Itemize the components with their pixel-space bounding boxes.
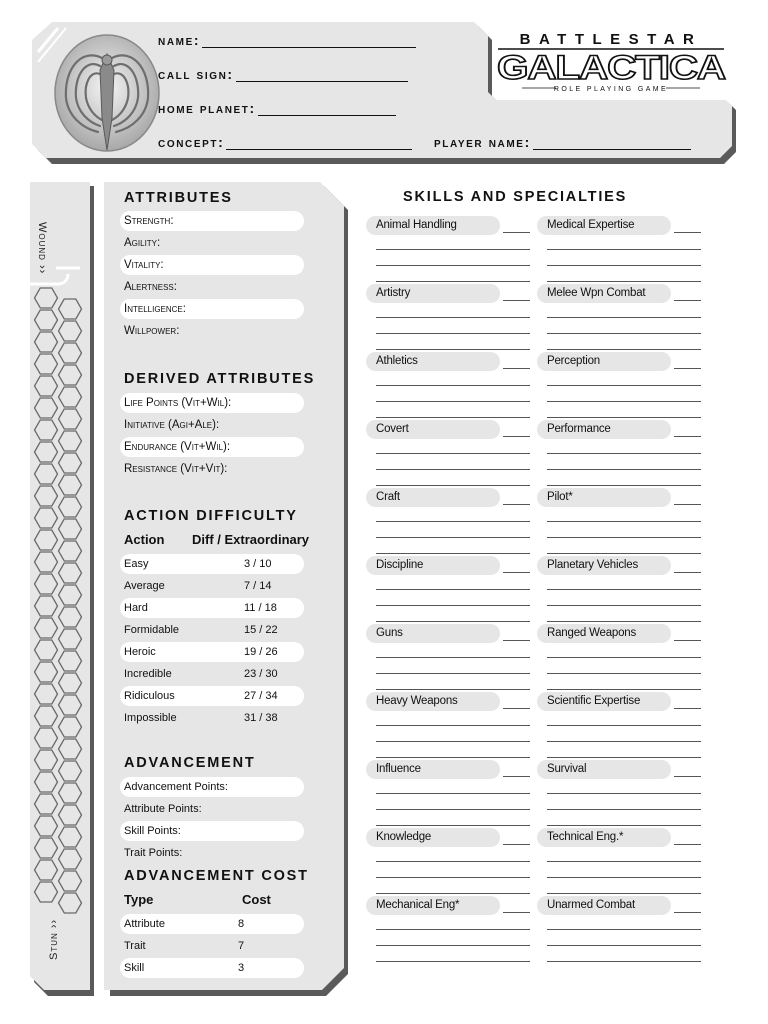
difficulty-action: Impossible (124, 712, 177, 724)
phoenix-emblem-icon (42, 28, 172, 158)
skill-entry[interactable] (537, 692, 697, 760)
skill-entry[interactable] (537, 828, 697, 896)
cost-type: Attribute (124, 918, 165, 930)
home-planet-label: home planet: (158, 100, 256, 116)
skill-name: Perception (537, 352, 671, 371)
logo-main-text: GALACTICA (497, 49, 726, 87)
concept-line[interactable] (226, 138, 412, 150)
skill-name: Artistry (366, 284, 500, 303)
skill-rating-line[interactable] (674, 368, 701, 369)
specialty-line[interactable] (376, 945, 530, 946)
difficulty-value: 27 / 34 (244, 690, 278, 702)
skill-entry[interactable] (366, 284, 526, 352)
skill-name: Heavy Weapons (366, 692, 500, 711)
specialty-line[interactable] (547, 281, 701, 282)
advancement-label: Trait Points: (124, 847, 183, 859)
callsign-field[interactable] (158, 66, 408, 82)
player-name-field[interactable] (434, 134, 691, 150)
skill-name: Survival (537, 760, 671, 779)
difficulty-row (120, 708, 304, 728)
skill-entry[interactable] (366, 692, 526, 760)
derived-attributes-title: DERIVED ATTRIBUTES (124, 371, 316, 387)
attribute-label: Intelligence: (124, 303, 186, 315)
difficulty-row (120, 642, 304, 662)
skill-name: Guns (366, 624, 500, 643)
skill-entry[interactable] (537, 488, 697, 556)
name-line[interactable] (202, 36, 416, 48)
skill-rating-line[interactable] (674, 504, 701, 505)
attribute-label: Vitality: (124, 259, 164, 271)
difficulty-action: Heroic (124, 646, 156, 658)
difficulty-action: Incredible (124, 668, 172, 680)
skill-entry[interactable] (366, 216, 526, 284)
difficulty-row (120, 686, 304, 706)
derived-attribute-label: Life Points (Vit+Wil): (124, 397, 232, 409)
advancement-cost-title: ADVANCEMENT COST (124, 868, 309, 884)
specialty-line[interactable] (547, 825, 701, 826)
advancement-row[interactable] (120, 843, 304, 863)
specialty-line[interactable] (547, 249, 701, 250)
derived-attribute-label: Endurance (Vit+Wil): (124, 441, 231, 453)
cost-value: 7 (238, 940, 245, 952)
specialty-line[interactable] (547, 537, 701, 538)
attribute-row[interactable] (120, 211, 304, 231)
skill-rating-line[interactable] (674, 572, 701, 573)
skill-rating-line[interactable] (674, 640, 701, 641)
specialty-line[interactable] (547, 893, 701, 894)
skill-rating-line[interactable] (503, 708, 530, 709)
skill-rating-line[interactable] (503, 844, 530, 845)
attribute-row[interactable] (120, 233, 304, 253)
attribute-row[interactable] (120, 255, 304, 275)
cost-column-header: Cost (242, 892, 271, 907)
cost-type: Skill (124, 962, 145, 974)
skill-entry[interactable] (366, 760, 526, 828)
difficulty-row (120, 620, 304, 640)
concept-label: concept: (158, 134, 225, 150)
specialty-line[interactable] (547, 453, 701, 454)
attribute-row[interactable] (120, 321, 304, 341)
attributes-title: ATTRIBUTES (124, 190, 233, 206)
player-name-label: player name: (434, 134, 531, 150)
specialty-line[interactable] (376, 825, 530, 826)
skill-rating-line[interactable] (503, 504, 530, 505)
skill-rating-line[interactable] (674, 232, 701, 233)
cost-row (120, 936, 304, 956)
skill-name: Craft (366, 488, 500, 507)
cost-row (120, 958, 304, 978)
difficulty-value: 3 / 10 (244, 558, 272, 570)
difficulty-action: Ridiculous (124, 690, 175, 702)
difficulty-value: 7 / 14 (244, 580, 272, 592)
player-name-line[interactable] (533, 138, 691, 150)
specialty-line[interactable] (547, 621, 701, 622)
derived-attribute-row[interactable] (120, 415, 304, 435)
skill-rating-line[interactable] (674, 436, 701, 437)
difficulty-row (120, 554, 304, 574)
specialty-line[interactable] (376, 621, 530, 622)
specialty-line[interactable] (547, 553, 701, 554)
skill-name: Planetary Vehicles (537, 556, 671, 575)
specialty-line[interactable] (547, 605, 701, 606)
specialty-line[interactable] (547, 265, 701, 266)
logo-sub-text: ROLE PLAYING GAME (553, 86, 669, 93)
skill-rating-line[interactable] (503, 640, 530, 641)
skill-entry[interactable] (366, 352, 526, 420)
advancement-row[interactable] (120, 821, 304, 841)
callsign-label: call sign: (158, 66, 234, 82)
attribute-row[interactable] (120, 299, 304, 319)
type-column-header: Type (124, 892, 154, 907)
skill-entry[interactable] (537, 556, 697, 624)
specialty-line[interactable] (547, 929, 701, 930)
skill-name: Animal Handling (366, 216, 500, 235)
difficulty-action: Average (124, 580, 165, 592)
battlestar-galactica-logo (492, 28, 730, 94)
specialty-line[interactable] (376, 265, 530, 266)
specialty-line[interactable] (376, 861, 530, 862)
difficulty-row (120, 598, 304, 618)
specialty-line[interactable] (376, 333, 530, 334)
specialty-line[interactable] (376, 401, 530, 402)
name-label: name: (158, 32, 201, 48)
stun-track-label: Stun ›› (48, 918, 60, 960)
specialty-line[interactable] (547, 333, 701, 334)
skills-title: SKILLS AND SPECIALTIES (403, 189, 628, 205)
skill-name: Performance (537, 420, 671, 439)
skill-entry[interactable] (537, 624, 697, 692)
specialty-line[interactable] (376, 793, 530, 794)
specialty-line[interactable] (547, 877, 701, 878)
specialty-line[interactable] (376, 893, 530, 894)
specialty-line[interactable] (376, 417, 530, 418)
skill-entry[interactable] (366, 556, 526, 624)
skill-name: Unarmed Combat (537, 896, 671, 915)
action-column-header: Action (124, 532, 165, 547)
skill-rating-line[interactable] (674, 912, 701, 913)
specialty-line[interactable] (376, 349, 530, 350)
difficulty-action: Easy (124, 558, 149, 570)
specialty-line[interactable] (376, 537, 530, 538)
logo-top-text: BATTLESTAR (519, 31, 703, 48)
derived-attribute-row[interactable] (120, 393, 304, 413)
specialty-line[interactable] (376, 929, 530, 930)
derived-attribute-row[interactable] (120, 437, 304, 457)
skill-entry[interactable] (366, 488, 526, 556)
specialty-line[interactable] (376, 385, 530, 386)
skill-entry[interactable] (366, 624, 526, 692)
skill-name: Athletics (366, 352, 500, 371)
skill-rating-line[interactable] (503, 572, 530, 573)
skill-name: Ranged Weapons (537, 624, 671, 643)
specialty-line[interactable] (547, 589, 701, 590)
skill-name: Mechanical Eng* (366, 896, 500, 915)
specialty-line[interactable] (547, 961, 701, 962)
skill-name: Scientific Expertise (537, 692, 671, 711)
name-field[interactable] (158, 32, 416, 48)
specialty-line[interactable] (547, 469, 701, 470)
difficulty-value: 11 / 18 (244, 602, 277, 614)
home-planet-field[interactable] (158, 100, 396, 116)
difficulty-action: Formidable (124, 624, 180, 636)
skill-rating-line[interactable] (674, 300, 701, 301)
specialty-line[interactable] (376, 757, 530, 758)
attribute-label: Agility: (124, 237, 161, 249)
specialty-line[interactable] (376, 673, 530, 674)
specialty-line[interactable] (547, 673, 701, 674)
specialty-line[interactable] (376, 961, 530, 962)
derived-attribute-label: Resistance (Vit+Vit): (124, 463, 228, 475)
skill-name: Medical Expertise (537, 216, 671, 235)
difficulty-value: 31 / 38 (244, 712, 278, 724)
skill-name: Discipline (366, 556, 500, 575)
diff-column-header: Diff / Extraordinary (192, 532, 310, 547)
advancement-title: ADVANCEMENT (124, 755, 256, 771)
advancement-label: Advancement Points: (124, 781, 228, 793)
skill-entry[interactable] (537, 896, 697, 964)
left-panel (28, 180, 350, 1004)
specialty-line[interactable] (547, 861, 701, 862)
skill-rating-line[interactable] (674, 708, 701, 709)
skill-entry[interactable] (537, 420, 697, 488)
skill-entry[interactable] (537, 284, 697, 352)
specialty-line[interactable] (547, 757, 701, 758)
cost-row (120, 914, 304, 934)
specialty-line[interactable] (547, 689, 701, 690)
skill-name: Influence (366, 760, 500, 779)
specialty-line[interactable] (547, 417, 701, 418)
specialty-line[interactable] (376, 741, 530, 742)
header-panel (30, 22, 738, 166)
specialty-line[interactable] (376, 317, 530, 318)
skill-name: Covert (366, 420, 500, 439)
skill-entry[interactable] (537, 760, 697, 828)
skill-rating-line[interactable] (674, 776, 701, 777)
wound-track-label: Wound ›› (36, 222, 48, 275)
specialty-line[interactable] (547, 741, 701, 742)
cost-type: Trait (124, 940, 146, 952)
advancement-label: Skill Points: (124, 825, 181, 837)
derived-attribute-label: Initiative (Agi+Ale): (124, 419, 220, 431)
specialty-line[interactable] (547, 349, 701, 350)
cost-value: 8 (238, 918, 245, 930)
action-difficulty-title: ACTION DIFFICULTY (124, 508, 298, 524)
skill-entry[interactable] (537, 352, 697, 420)
specialty-line[interactable] (376, 589, 530, 590)
specialty-line[interactable] (376, 657, 530, 658)
skill-rating-line[interactable] (503, 300, 530, 301)
advancement-row[interactable] (120, 777, 304, 797)
specialty-line[interactable] (376, 809, 530, 810)
specialty-line[interactable] (547, 485, 701, 486)
specialty-line[interactable] (547, 521, 701, 522)
skill-rating-line[interactable] (503, 912, 530, 913)
specialty-line[interactable] (376, 877, 530, 878)
derived-attribute-row[interactable] (120, 459, 304, 479)
specialty-line[interactable] (376, 725, 530, 726)
specialty-line[interactable] (376, 689, 530, 690)
skill-name: Technical Eng.* (537, 828, 671, 847)
skill-entry[interactable] (366, 828, 526, 896)
specialty-line[interactable] (376, 281, 530, 282)
specialty-line[interactable] (376, 485, 530, 486)
specialty-line[interactable] (376, 453, 530, 454)
attribute-row[interactable] (120, 277, 304, 297)
specialty-line[interactable] (547, 317, 701, 318)
specialty-line[interactable] (547, 945, 701, 946)
difficulty-action: Hard (124, 602, 148, 614)
skill-rating-line[interactable] (503, 368, 530, 369)
skill-rating-line[interactable] (503, 232, 530, 233)
specialty-line[interactable] (376, 521, 530, 522)
specialty-line[interactable] (547, 725, 701, 726)
callsign-line[interactable] (236, 70, 408, 82)
skill-entry[interactable] (366, 896, 526, 964)
skill-entry[interactable] (537, 216, 697, 284)
specialty-line[interactable] (547, 793, 701, 794)
difficulty-row (120, 664, 304, 684)
difficulty-value: 23 / 30 (244, 668, 278, 680)
skill-rating-line[interactable] (503, 776, 530, 777)
difficulty-row (120, 576, 304, 596)
skill-name: Knowledge (366, 828, 500, 847)
specialty-line[interactable] (376, 553, 530, 554)
difficulty-value: 15 / 22 (244, 624, 278, 636)
specialty-line[interactable] (547, 385, 701, 386)
specialty-line[interactable] (376, 469, 530, 470)
skill-name: Melee Wpn Combat (537, 284, 671, 303)
difficulty-value: 19 / 26 (244, 646, 278, 658)
specialty-line[interactable] (547, 657, 701, 658)
attribute-label: Alertness: (124, 281, 177, 293)
attribute-label: Strength: (124, 215, 174, 227)
concept-field[interactable] (158, 134, 412, 150)
skill-name: Pilot* (537, 488, 671, 507)
attribute-label: Willpower: (124, 325, 180, 337)
specialty-line[interactable] (547, 401, 701, 402)
home-planet-line[interactable] (258, 104, 396, 116)
skill-rating-line[interactable] (674, 844, 701, 845)
skill-rating-line[interactable] (503, 436, 530, 437)
cost-value: 3 (238, 962, 245, 974)
specialty-line[interactable] (376, 605, 530, 606)
specialty-line[interactable] (547, 809, 701, 810)
skill-entry[interactable] (366, 420, 526, 488)
advancement-label: Attribute Points: (124, 803, 202, 815)
advancement-row[interactable] (120, 799, 304, 819)
specialty-line[interactable] (376, 249, 530, 250)
